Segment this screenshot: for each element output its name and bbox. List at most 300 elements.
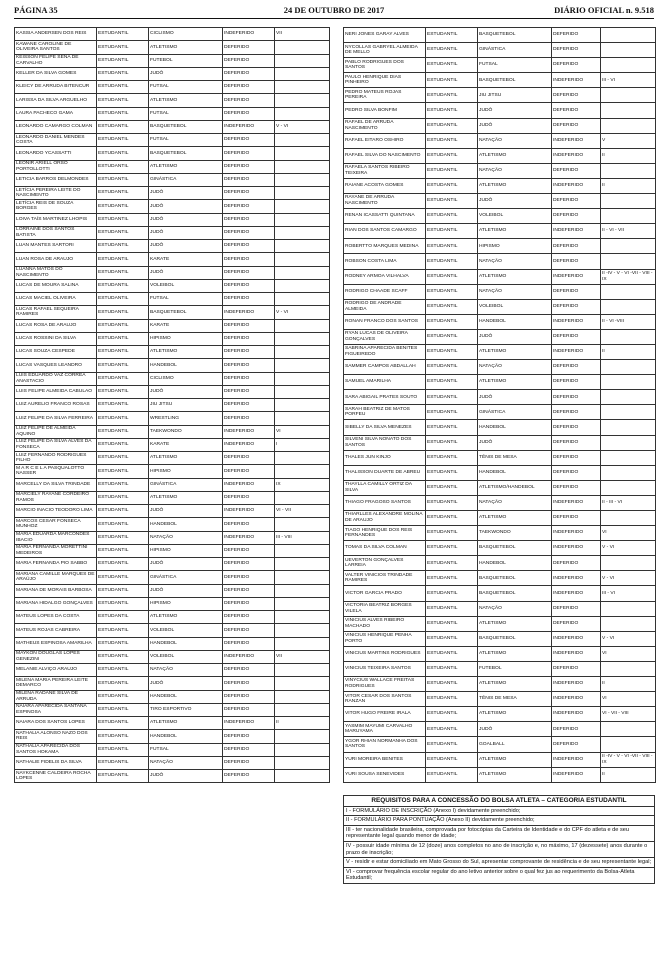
criteria: II -IV - V - VI -VII - VIII - IX — [601, 269, 656, 284]
status: INDEFERIDO — [552, 631, 601, 646]
status: DEFERIDO — [223, 584, 275, 597]
sport: WRESTLING — [149, 412, 223, 425]
status: DEFERIDO — [223, 624, 275, 637]
status: DEFERIDO — [223, 134, 275, 147]
athlete-name: VICTOR GARCIA PRADO — [344, 586, 426, 601]
category: ESTUDANTIL — [426, 707, 478, 722]
sport: JUDÔ — [149, 385, 223, 398]
results-table-left — [14, 27, 330, 783]
table-row — [344, 254, 656, 269]
category: ESTUDANTIL — [426, 314, 478, 329]
table-row — [344, 601, 656, 616]
sport: FUTSAL — [149, 81, 223, 94]
table-row — [15, 293, 330, 306]
sport: ATLETISMO — [478, 269, 552, 284]
status: INDEFERIDO — [223, 717, 275, 730]
athlete-name: RONAN FRANCO DOS SANTOS — [344, 314, 426, 329]
category: ESTUDANTIL — [426, 722, 478, 737]
athlete-name: SABRINA APARECIDA BENITES FIGUEIREDO — [344, 344, 426, 359]
criteria: I — [275, 438, 330, 451]
sport: KARATE — [149, 253, 223, 266]
athlete-name: TOMAS DA SILVA COLMAN — [344, 541, 426, 556]
athlete-name: VINICIUS MARTINS RODRIGUES — [344, 646, 426, 661]
status: INDEFERIDO — [223, 505, 275, 518]
sport: KARATE — [149, 438, 223, 451]
status: DEFERIDO — [223, 558, 275, 571]
table-row — [344, 677, 656, 692]
category: ESTUDANTIL — [97, 147, 149, 160]
athlete-name: LUCAS ROSSINI DA SILVA — [15, 332, 97, 345]
status: INDEFERIDO — [552, 707, 601, 722]
category: ESTUDANTIL — [426, 178, 478, 193]
sport: NATAÇÃO — [478, 284, 552, 299]
table-row — [15, 743, 330, 756]
category: ESTUDANTIL — [97, 253, 149, 266]
table-row — [344, 480, 656, 495]
sport: ATLETISMO — [478, 375, 552, 390]
table-row — [15, 213, 330, 226]
status: DEFERIDO — [223, 770, 275, 783]
criteria — [275, 571, 330, 584]
status: DEFERIDO — [223, 226, 275, 239]
criteria: V - VI — [275, 120, 330, 133]
category: ESTUDANTIL — [426, 43, 478, 58]
criteria — [275, 54, 330, 67]
athlete-name: YURI SOUSA SENEVIDES — [344, 767, 426, 782]
category: ESTUDANTIL — [97, 134, 149, 147]
category: ESTUDANTIL — [426, 601, 478, 616]
table-row — [344, 571, 656, 586]
criteria — [275, 544, 330, 557]
sport: HIPISMO — [149, 544, 223, 557]
athlete-name: THALISSON DUARTE DE ABREU — [344, 465, 426, 480]
athlete-name: ROBSON COSTA LIMA — [344, 254, 426, 269]
sport: BASQUETEBOL — [478, 541, 552, 556]
table-row — [344, 450, 656, 465]
sport: ATLETISMO — [478, 646, 552, 661]
table-row — [344, 88, 656, 103]
table-row — [15, 412, 330, 425]
table-row — [344, 329, 656, 344]
criteria: II - VI - VII — [601, 224, 656, 239]
status: INDEFERIDO — [552, 541, 601, 556]
sport: ATLETISMO — [149, 41, 223, 54]
category: ESTUDANTIL — [426, 661, 478, 676]
sport: HANDEBOL — [149, 637, 223, 650]
status: INDEFERIDO — [552, 586, 601, 601]
sport: HANDEBOL — [478, 556, 552, 571]
table-row — [344, 556, 656, 571]
athlete-name: LUAN ROSA DE ARAUJO — [15, 253, 97, 266]
status: INDEFERIDO — [223, 425, 275, 438]
criteria — [601, 239, 656, 254]
table-row — [15, 332, 330, 345]
sport: ATLETISMO — [478, 178, 552, 193]
status: INDEFERIDO — [552, 677, 601, 692]
category: ESTUDANTIL — [97, 637, 149, 650]
athlete-name: PEDRO SILVA BONFIM — [344, 103, 426, 118]
category: ESTUDANTIL — [97, 597, 149, 610]
athlete-name: NAIARA DOS SANTOS LOPES — [15, 717, 97, 730]
table-row — [15, 240, 330, 253]
criteria: II — [275, 717, 330, 730]
category: ESTUDANTIL — [97, 385, 149, 398]
category: ESTUDANTIL — [97, 160, 149, 173]
athlete-name: SILVENI SILVA NONATO DOS SANTOS — [344, 435, 426, 450]
category: ESTUDANTIL — [426, 163, 478, 178]
sport: HANDEBOL — [149, 730, 223, 743]
table-row — [344, 163, 656, 178]
criteria — [275, 94, 330, 107]
athlete-name: RENAN ICASSATTI QUINTANA — [344, 209, 426, 224]
status: DEFERIDO — [552, 58, 601, 73]
status: INDEFERIDO — [223, 306, 275, 319]
criteria — [601, 103, 656, 118]
table-row — [15, 425, 330, 438]
category: ESTUDANTIL — [97, 279, 149, 292]
status: DEFERIDO — [223, 160, 275, 173]
criteria — [275, 385, 330, 398]
table-row — [344, 767, 656, 782]
criteria — [275, 690, 330, 703]
sport: NATAÇÃO — [478, 360, 552, 375]
table-row — [15, 359, 330, 372]
athlete-name: MARCIELY RAYANE CORDEIRO RAMOS — [15, 491, 97, 504]
table-row — [344, 495, 656, 510]
category: ESTUDANTIL — [97, 28, 149, 41]
athlete-name: RAFAEL SILVA DO NASCIMENTO — [344, 148, 426, 163]
sport: JUDÔ — [478, 329, 552, 344]
category: ESTUDANTIL — [426, 28, 478, 43]
category: ESTUDANTIL — [426, 375, 478, 390]
category: ESTUDANTIL — [97, 120, 149, 133]
sport: TÊNIS DE MESA — [478, 692, 552, 707]
athlete-name: MARIANA CAMILLE MARQUES DE ARAÚJO — [16, 571, 95, 583]
athlete-name: MARIA FERNANDA PIO SABBO — [15, 558, 97, 571]
status: DEFERIDO — [223, 253, 275, 266]
status: INDEFERIDO — [552, 73, 601, 88]
category: ESTUDANTIL — [426, 269, 478, 284]
sport: HIPISMO — [149, 332, 223, 345]
status: DEFERIDO — [552, 511, 601, 526]
sport: JUDÔ — [478, 722, 552, 737]
criteria: II — [601, 178, 656, 193]
athlete-name: LUCAS DE MOURA SALINA — [15, 279, 97, 292]
athlete-name: MARIANA HIDALGO GONÇALVES — [15, 597, 97, 610]
status: DEFERIDO — [552, 737, 601, 752]
criteria — [601, 360, 656, 375]
athlete-name: MARCIO INACIO TEODORO LIMA — [15, 505, 97, 518]
category: ESTUDANTIL — [426, 495, 478, 510]
table-row — [15, 650, 330, 663]
table-row — [344, 616, 656, 631]
athlete-name: MELANIE ALVIÇO ARAUJO — [15, 664, 97, 677]
athlete-name: RAFAEL EITARO OSHIRO — [344, 133, 426, 148]
status: INDEFERIDO — [552, 314, 601, 329]
athlete-name: LUIZ FERNANDO RODRIGUES FILHO — [15, 452, 97, 465]
sport: JUDÔ — [478, 194, 552, 209]
athlete-name: VITOR HUGO FREIRE IRALA — [344, 707, 426, 722]
sport: CICLISMO — [149, 372, 223, 385]
sport: NATAÇÃO — [478, 133, 552, 148]
results-table-right — [343, 27, 656, 783]
table-row — [344, 133, 656, 148]
category: ESTUDANTIL — [426, 88, 478, 103]
requirement-item: VI - comprovar frequência escolar regular do ano letivo anterior sobre o qual fez jus ao requerimento da Bolsa-Atleta Estudantil; — [344, 867, 655, 883]
criteria — [601, 163, 656, 178]
criteria — [275, 730, 330, 743]
status: DEFERIDO — [552, 556, 601, 571]
criteria — [601, 254, 656, 269]
athlete-name: MATHEUS ESPINOSA AMARILHA — [15, 637, 97, 650]
sport: BASQUETEBOL — [478, 73, 552, 88]
criteria: II — [601, 344, 656, 359]
sport: JUDÔ — [149, 67, 223, 80]
sport: HANDEBOL — [478, 314, 552, 329]
status: DEFERIDO — [552, 194, 601, 209]
athlete-name: NERI JONES GARAY ALVES — [344, 28, 426, 43]
criteria: VI - VII — [275, 505, 330, 518]
athlete-name: LUCAS SOUZA CESPEDE — [15, 346, 97, 359]
category: ESTUDANTIL — [97, 81, 149, 94]
category: ESTUDANTIL — [97, 213, 149, 226]
status: DEFERIDO — [552, 435, 601, 450]
sport: JUDÔ — [149, 187, 223, 200]
status: DEFERIDO — [223, 173, 275, 186]
requirements-title: REQUISITOS PARA A CONCESSÃO DO BOLSA ATLETA – CATEGORIA ESTUDANTIL — [344, 796, 655, 807]
criteria — [601, 722, 656, 737]
status: INDEFERIDO — [223, 28, 275, 41]
category: ESTUDANTIL — [97, 677, 149, 690]
athlete-name: KAWANE CAROLINE DE OLIVEIRA SANTOS — [15, 41, 97, 54]
table-row — [15, 465, 330, 478]
criteria — [275, 226, 330, 239]
sport: JUDÔ — [149, 558, 223, 571]
sport: HANDEBOL — [149, 359, 223, 372]
criteria — [275, 319, 330, 332]
category: ESTUDANTIL — [426, 435, 478, 450]
criteria — [275, 597, 330, 610]
category: ESTUDANTIL — [97, 67, 149, 80]
status: INDEFERIDO — [552, 767, 601, 782]
status: DEFERIDO — [223, 730, 275, 743]
table-row — [344, 526, 656, 541]
sport: JUDÔ — [478, 103, 552, 118]
header-rule — [14, 18, 654, 19]
table-row — [15, 67, 330, 80]
criteria — [275, 491, 330, 504]
table-row — [344, 284, 656, 299]
sport: ATLETISMO — [149, 452, 223, 465]
athlete-name: SAMUEL AMARILHA — [344, 375, 426, 390]
category: ESTUDANTIL — [97, 425, 149, 438]
requirements-box — [343, 795, 655, 884]
table-row — [15, 703, 330, 716]
athlete-name: RAFAEL DE ARRUDA NASCIMENTO — [344, 118, 426, 133]
sport: HIPISMO — [149, 597, 223, 610]
athlete-name: LAURA PACHECO GAMA — [15, 107, 97, 120]
criteria — [275, 107, 330, 120]
athlete-name: VINICIUS ALVES RIBEIRO MACHADO — [344, 616, 426, 631]
status: DEFERIDO — [223, 385, 275, 398]
athlete-name: UEVERTON GONÇALVES LARREIA — [344, 556, 426, 571]
athlete-name: SAMMER CAMPOS ABDALLAH — [344, 360, 426, 375]
athlete-name: MARIA FERNANDA MORETTINI MEDEIROS — [15, 544, 97, 557]
athlete-name: NAYKCENNE CALDEIRA ROCHA LOPES — [15, 770, 97, 783]
criteria — [275, 624, 330, 637]
table-row — [344, 148, 656, 163]
athlete-name: NATHALIA APARECIDA DOS SANTOS HOKAMA — [15, 743, 97, 756]
criteria: VI - VII - VIII — [601, 707, 656, 722]
criteria: II -IV - V - VI -VII - VIII - IX — [601, 752, 656, 767]
table-row — [344, 344, 656, 359]
table-row — [344, 58, 656, 73]
category: ESTUDANTIL — [426, 511, 478, 526]
category: ESTUDANTIL — [426, 571, 478, 586]
athlete-name: LETÍCIA REIS DE SOUZA BORGES — [15, 200, 97, 213]
criteria: V - VI — [601, 571, 656, 586]
table-row — [344, 646, 656, 661]
table-row — [344, 375, 656, 390]
sport: ATLETISMO — [478, 752, 552, 767]
athlete-name: VINICIUS TEIXEIRA SANTOS — [344, 661, 426, 676]
criteria: IX — [275, 478, 330, 491]
sport: JUDÔ — [149, 677, 223, 690]
status: DEFERIDO — [223, 266, 275, 279]
athlete-name: LUANNA MATOS DO NASCIMENTO — [15, 266, 97, 279]
status: DEFERIDO — [223, 107, 275, 120]
sport: KARATE — [149, 319, 223, 332]
status: DEFERIDO — [552, 661, 601, 676]
sport: FUTEBOL — [478, 661, 552, 676]
table-row — [15, 134, 330, 147]
status: INDEFERIDO — [552, 526, 601, 541]
status: DEFERIDO — [223, 399, 275, 412]
category: ESTUDANTIL — [426, 148, 478, 163]
page-number: PÁGINA 35 — [14, 5, 58, 15]
table-row — [15, 690, 330, 703]
criteria — [601, 390, 656, 405]
athlete-name: THAYLLA CAMILLY ORTIZ DA SILVA — [344, 480, 426, 495]
athlete-name: NATHALIA ALONSO NAZO DOS REIS — [15, 730, 97, 743]
status: DEFERIDO — [223, 571, 275, 584]
table-row — [15, 187, 330, 200]
table-row — [15, 160, 330, 173]
criteria — [601, 194, 656, 209]
athlete-name: MATEUS ROJAS CABREIRA — [15, 624, 97, 637]
criteria — [275, 147, 330, 160]
criteria — [601, 299, 656, 314]
table-row — [15, 372, 330, 385]
category: ESTUDANTIL — [97, 491, 149, 504]
category: ESTUDANTIL — [97, 107, 149, 120]
category: ESTUDANTIL — [426, 692, 478, 707]
athlete-name: LUCAS VASQUES LEANDRO — [15, 359, 97, 372]
athlete-name: VITOR CESAR DOS SANTOS RANZAN — [344, 692, 426, 707]
category: ESTUDANTIL — [97, 438, 149, 451]
criteria — [275, 372, 330, 385]
status: DEFERIDO — [223, 240, 275, 253]
status: DEFERIDO — [552, 390, 601, 405]
criteria — [601, 556, 656, 571]
category: ESTUDANTIL — [426, 224, 478, 239]
criteria — [601, 329, 656, 344]
table-row — [15, 399, 330, 412]
status: DEFERIDO — [223, 200, 275, 213]
criteria — [275, 412, 330, 425]
requirement-item: IV - possuir idade mínima de 12 (doze) anos completos no ano de inscrição e, no máximo, 17 (dezessete) anos durante o prazo de inscrição; — [344, 841, 655, 857]
status: DEFERIDO — [223, 359, 275, 372]
sport: ATLETISMO — [149, 491, 223, 504]
table-row — [344, 420, 656, 435]
category: ESTUDANTIL — [97, 332, 149, 345]
criteria — [601, 435, 656, 450]
table-row — [15, 611, 330, 624]
sport: NATAÇÃO — [478, 495, 552, 510]
category: ESTUDANTIL — [97, 412, 149, 425]
athlete-name: LUCAS RAFAEL SEQUEIRA RAMIRES — [15, 306, 97, 319]
status: INDEFERIDO — [552, 178, 601, 193]
sport: HIPISMO — [149, 465, 223, 478]
athlete-name: TIAGO HENRIQUE DOS REIS FERNANDES — [344, 526, 426, 541]
sport: ATLETISMO — [149, 346, 223, 359]
category: ESTUDANTIL — [426, 465, 478, 480]
category: ESTUDANTIL — [426, 631, 478, 646]
athlete-name: LUIZ FELIPE DE ALMEIDA AQUINO — [15, 425, 97, 438]
category: ESTUDANTIL — [97, 240, 149, 253]
table-row — [15, 94, 330, 107]
criteria — [275, 266, 330, 279]
table-row — [344, 103, 656, 118]
category: ESTUDANTIL — [426, 450, 478, 465]
category: ESTUDANTIL — [97, 650, 149, 663]
criteria — [275, 253, 330, 266]
category: ESTUDANTIL — [426, 329, 478, 344]
athlete-name: LUIZ FELIPE DA SILVA FERREIRA — [15, 412, 97, 425]
table-row — [15, 756, 330, 769]
athlete-name: LETICIA BARROS DELMONDES — [15, 173, 97, 186]
sport: ATLETISMO — [149, 611, 223, 624]
status: DEFERIDO — [223, 319, 275, 332]
criteria — [275, 187, 330, 200]
criteria: III - VIII — [275, 531, 330, 544]
table-row — [344, 541, 656, 556]
criteria — [275, 452, 330, 465]
athlete-name: PAULO HENRIQUE DIAS PINHEIRO — [344, 73, 426, 88]
status: DEFERIDO — [223, 346, 275, 359]
athlete-name: LUIZ FELIPE DA SILVA ALVES DA FONSECA — [15, 438, 97, 451]
criteria: V - VI — [275, 306, 330, 319]
criteria — [601, 661, 656, 676]
criteria — [275, 703, 330, 716]
criteria — [275, 213, 330, 226]
sport: JUDÔ — [149, 266, 223, 279]
table-row — [344, 43, 656, 58]
status: INDEFERIDO — [552, 133, 601, 148]
athlete-name: LOIVA TAÍS MARTINEZ LHOPIS — [15, 213, 97, 226]
category: ESTUDANTIL — [426, 480, 478, 495]
table-row — [15, 173, 330, 186]
table-row — [344, 194, 656, 209]
athlete-name: VALTER VINICIOS TRINDADE RAMIRES — [344, 571, 426, 586]
status: DEFERIDO — [552, 254, 601, 269]
table-row — [15, 319, 330, 332]
table-row — [344, 661, 656, 676]
status: INDEFERIDO — [223, 650, 275, 663]
category: ESTUDANTIL — [97, 478, 149, 491]
table-row — [344, 586, 656, 601]
athlete-name: LUAN MANTES SARTORI — [15, 240, 97, 253]
